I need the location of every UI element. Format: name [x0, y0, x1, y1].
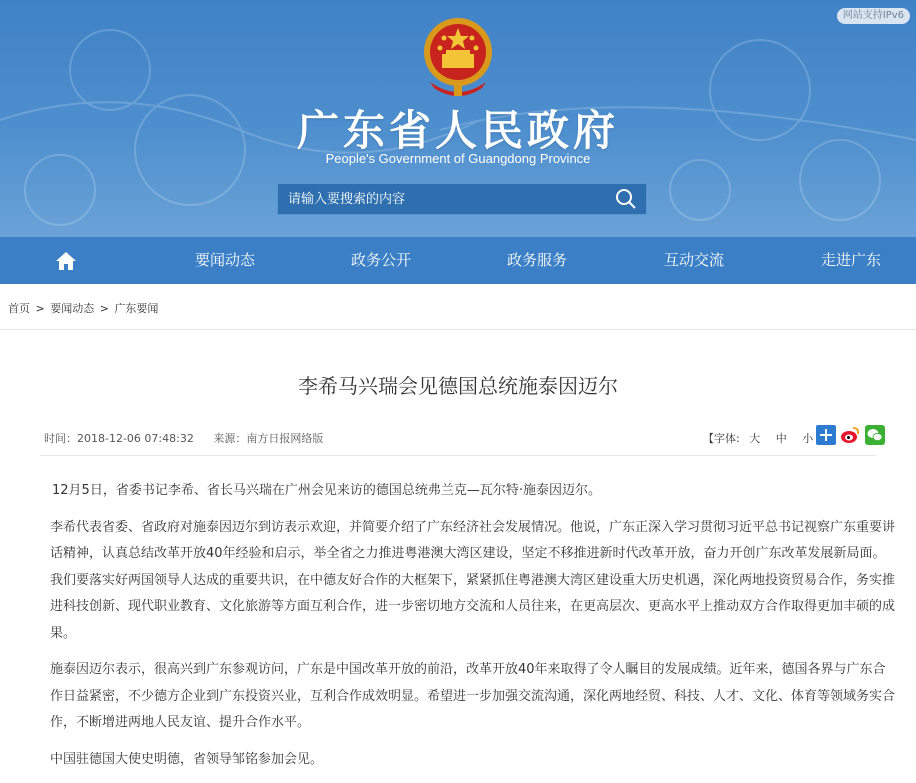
header-banner [0, 0, 916, 237]
national-emblem [420, 12, 496, 98]
breadcrumb-home[interactable]: 首页 [8, 302, 30, 315]
nav-item-services[interactable]: 政务服务 [506, 251, 567, 269]
main-nav [0, 237, 916, 284]
meta-divider [40, 455, 876, 456]
breadcrumb-divider [0, 329, 916, 330]
font-size-large[interactable]: 大 [749, 432, 761, 445]
breadcrumb-news[interactable]: 要闻动态 [50, 302, 95, 315]
font-size-small[interactable]: 小 [802, 432, 814, 445]
article-title: 李希马兴瑞会见德国总统施泰因迈尔 [298, 374, 618, 398]
nav-item-interaction[interactable]: 互动交流 [663, 251, 724, 269]
publish-time: 时间：2018-12-06 07:48:32 [44, 432, 194, 445]
home-icon [55, 251, 77, 271]
site-title: 广东省人民政府 [296, 106, 619, 155]
share-plus-icon[interactable] [816, 425, 836, 445]
nav-item-gov-info[interactable]: 政务公开 [350, 251, 411, 269]
wechat-icon[interactable] [865, 425, 885, 445]
nav-item-news[interactable]: 要闻动态 [194, 251, 255, 269]
site-subtitle: People's Government of Guangdong Province [325, 151, 591, 166]
article-paragraph: 李希代表省委、省政府对施泰因迈尔到访表示欢迎，并简要介绍了广东经济社会发展情况。他说，广东正深入学习贯彻习近平总书记视察广东重要讲话精神，认真总结改革开放40年经验和启示，举全省之力推进粤港澳大湾区建设，坚定不移推进新时代改革开放，奋力开创广东改革发展新局面。我们要落实好两国领导人达成的重要共识，在中德友好合作的大框架下，紧紧抓住粤港澳大湾区建设重大历史机遇，深化两地投资贸易合作，务实推进科技创新、现代职业教育、文化旅游等方面互利合作，进一步密切地方交流和人员往来，在更高层次、更高水平上推动双方合作取得更加丰硕的成果。 [50, 519, 896, 641]
breadcrumb-separator: > [99, 302, 109, 315]
breadcrumb-guangdong-news[interactable]: 广东要闻 [114, 302, 159, 315]
article-meta [44, 430, 323, 446]
nav-item-about-guangdong[interactable]: 走进广东 [820, 251, 881, 269]
search-input[interactable] [278, 184, 598, 214]
nav-home[interactable] [20, 237, 112, 284]
ipv6-badge: 网站支持IPv6 [837, 8, 910, 24]
font-size-label: 【字体: [703, 432, 740, 445]
search-icon[interactable] [614, 188, 638, 210]
font-size-control [703, 430, 834, 446]
search-box [277, 183, 647, 215]
article-paragraph: 施泰因迈尔表示，很高兴到广东参观访问，广东是中国改革开放的前沿，改革开放40年来取得了令人瞩目的发展成绩。近年来，德国各界与广东合作日益紧密，不少德方企业到广东投资兴业，互利合作成效明显。希望进一步加强交流沟通，深化两地经贸、科技、人才、文化、体育等领域务实合作，不断增进两地人民友谊、提升合作水平。 [50, 662, 896, 730]
font-size-medium[interactable]: 中 [775, 432, 787, 445]
article-content [50, 478, 898, 783]
article-source: 来源：南方日报网络版 [213, 432, 324, 445]
breadcrumb-separator: > [35, 302, 45, 315]
weibo-icon[interactable] [840, 425, 860, 445]
article-paragraph: 中国驻德国大使史明德，省领导邹铭参加会见。 [50, 751, 324, 767]
article-paragraph: 12月5日，省委书记李希、省长马兴瑞在广州会见来访的德国总统弗兰克—瓦尔特·施泰因迈尔。 [52, 483, 601, 498]
breadcrumb [8, 300, 160, 316]
